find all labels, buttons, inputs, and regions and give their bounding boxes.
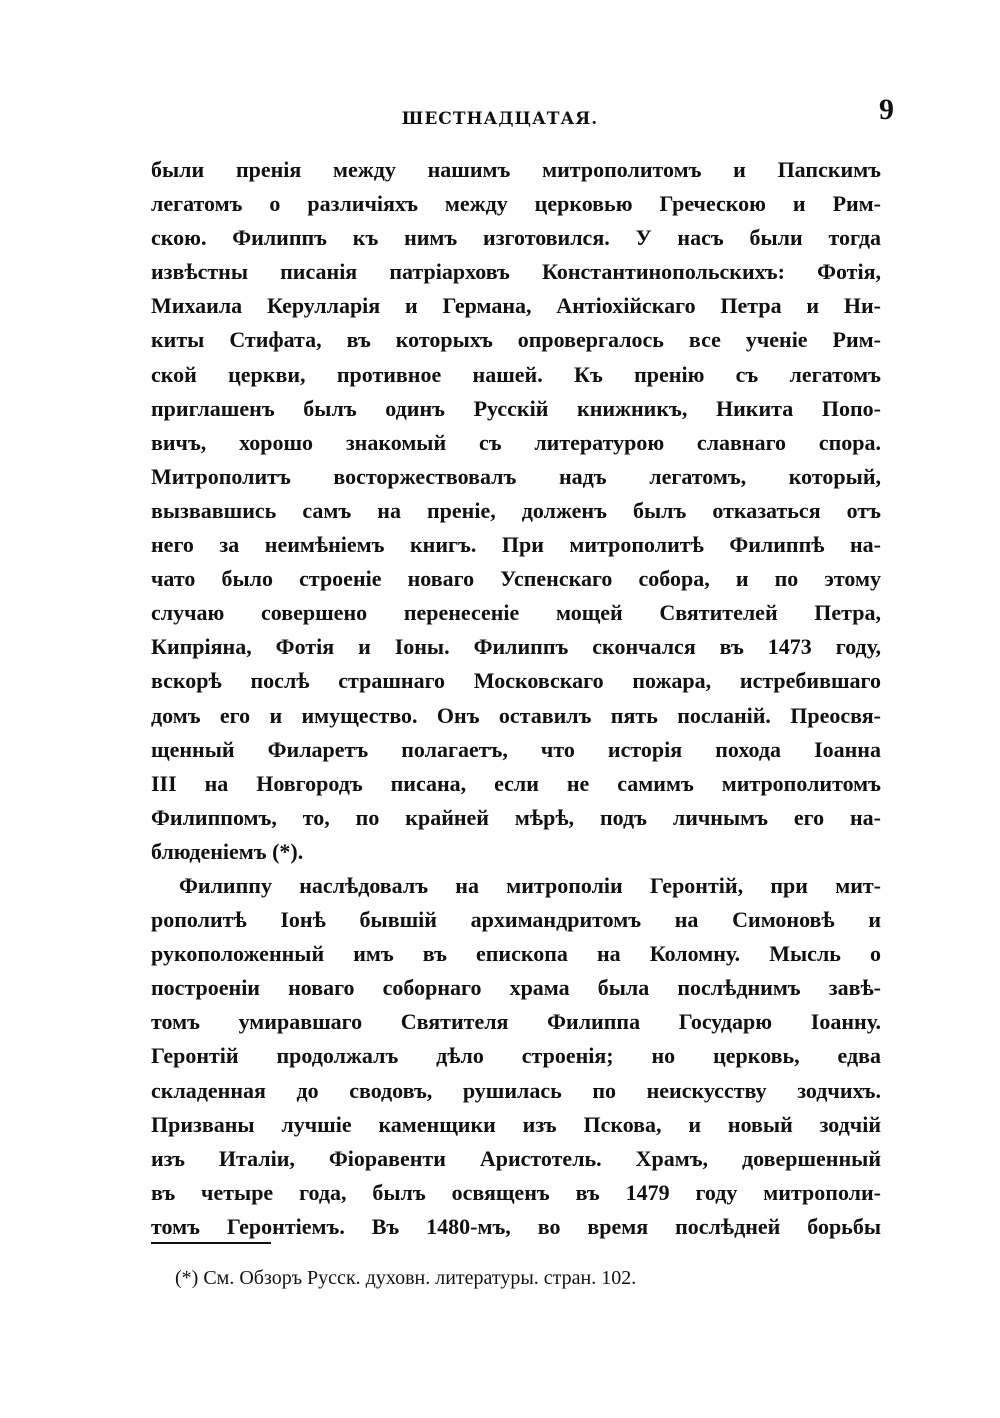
text-line: вызвавшись самъ на преніе, долженъ былъ отказаться отъ bbox=[151, 497, 881, 523]
footnote: (*) См. Обзоръ Русск. духовн. литературы. стран. 102. bbox=[175, 1267, 637, 1289]
paragraph-2 bbox=[151, 869, 881, 1244]
text-line: были пренія между нашимъ митрополитомъ и Папскимъ bbox=[151, 157, 881, 182]
text-line: Геронтій продолжалъ дѣло строенія; но церковь, едва bbox=[151, 1043, 881, 1069]
text-line: построеніи новаго соборнаго храма была послѣднимъ завѣ- bbox=[151, 975, 881, 1001]
text-line: него за неимѣніемъ книгъ. При митрополитѣ Филиппѣ на- bbox=[151, 532, 881, 558]
text-line: легатомъ о различіяхъ между церковью Греческою и Рим- bbox=[151, 191, 881, 217]
text-line: рукоположенный имъ въ епископа на Коломну. Мысль о bbox=[151, 941, 881, 967]
text-line: Михаила Керулларія и Германа, Антіохійскаго Петра и Ни- bbox=[151, 293, 881, 319]
text-line: вичъ, хорошо знакомый съ литературою славнаго спора. bbox=[151, 429, 881, 455]
text-line: изъ Италіи, Фіоравенти Аристотель. Храмъ, довершенный bbox=[151, 1145, 881, 1171]
text-line: вскорѣ послѣ страшнаго Московскаго пожара, истребившаго bbox=[151, 668, 881, 694]
text-line: извѣстны писанія патріарховъ Константинопольскихъ: Фотія, bbox=[151, 259, 881, 285]
paragraph-1 bbox=[151, 153, 881, 869]
text-line: III на Новгородъ писана, если не самимъ митрополитомъ bbox=[151, 770, 881, 796]
text-line: блюденіемъ (*). bbox=[151, 838, 304, 864]
main-text-block bbox=[151, 153, 881, 1244]
text-line: томъ Геронтіемъ. Въ 1480-мъ, во время послѣдней борьбы bbox=[151, 1213, 881, 1239]
page-number: 9 bbox=[879, 93, 894, 126]
text-line: Филиппомъ, то, по крайней мѣрѣ, подъ личнымъ его на- bbox=[151, 804, 881, 830]
text-line: Митрополитъ восторжествовалъ надъ легатомъ, который, bbox=[151, 463, 881, 489]
text-line: Филиппу наслѣдовалъ на митрополіи Геронтій, при мит- bbox=[179, 872, 881, 898]
text-line: случаю совершено перенесеніе мощей Святителей Петра, bbox=[151, 600, 881, 626]
text-line: складенная до сводовъ, рушилась по неискусству зодчихъ. bbox=[151, 1077, 881, 1103]
footnote-divider bbox=[151, 1242, 271, 1244]
text-line: ской церкви, противное нашей. Къ пренію съ легатомъ bbox=[151, 361, 881, 387]
text-line: рополитѣ Іонѣ бывшій архимандритомъ на Симоновѣ и bbox=[151, 907, 881, 933]
text-line: киты Стифата, въ которыхъ опровергалось все ученіе Рим- bbox=[151, 327, 881, 353]
text-line: приглашенъ былъ одинъ Русскій книжникъ, Никита Попо- bbox=[151, 395, 881, 421]
text-line: Призваны лучшіе каменщики изъ Пскова, и новый зодчій bbox=[151, 1111, 881, 1137]
running-head-title: ШЕСТНАДЦАТАЯ. bbox=[401, 109, 599, 129]
text-line: скою. Филиппъ къ нимъ изготовился. У насъ были тогда bbox=[151, 225, 881, 251]
text-line: въ четыре года, былъ освященъ въ 1479 году митрополи- bbox=[151, 1179, 881, 1205]
text-line: томъ умиравшаго Святителя Филиппа Государю Іоанну. bbox=[151, 1009, 881, 1035]
text-line: чато было строеніе новаго Успенскаго собора, и по этому bbox=[151, 566, 881, 592]
text-line: щенный Филаретъ полагаетъ, что исторія похода Іоанна bbox=[151, 736, 881, 762]
text-line: домъ его и имущество. Онъ оставилъ пять посланій. Преосвя- bbox=[151, 702, 881, 728]
text-line: Кипріяна, Фотія и Іоны. Филиппъ скончался въ 1473 году, bbox=[151, 634, 881, 660]
